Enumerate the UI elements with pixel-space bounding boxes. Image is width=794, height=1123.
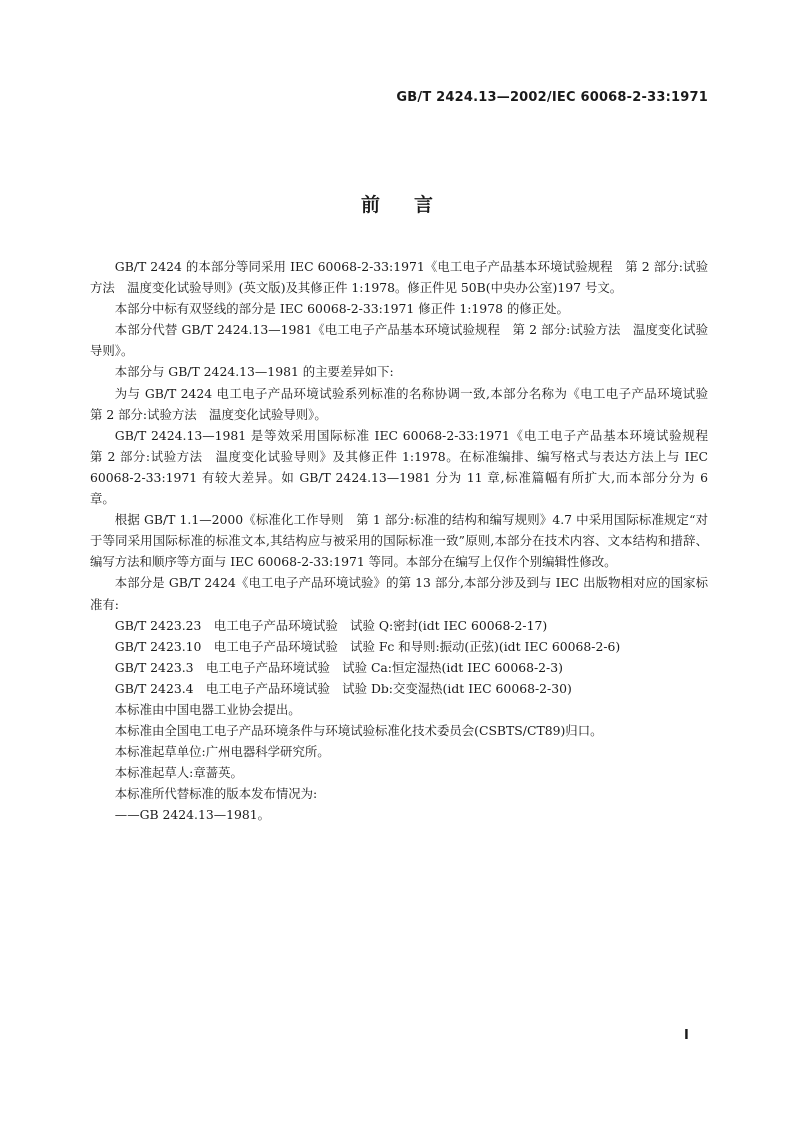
reference-item: GB/T 2423.23 电工电子产品环境试验 试验 Q:密封(idt IEC 60068-2-17)	[114, 617, 548, 633]
closing-proposed-by: 本标准由中国电器工业协会提出。	[114, 701, 301, 717]
reference-item: GB/T 2423.10 电工电子产品环境试验 试验 Fc 和导则:振动(正弦)(idt IEC 60068-2-6)	[114, 638, 621, 654]
closing-drafting-unit: 本标准起草单位:广州电器科学研究所。	[114, 744, 330, 760]
page-number: I	[684, 1028, 689, 1043]
closing-history-item: ——GB 2424.13—1981。	[114, 807, 271, 823]
closing-history-intro: 本标准所代替标准的版本发布情况为:	[114, 786, 318, 802]
paragraph-name-change: 为与 GB/T 2424 电工电子产品环境试验系列标准的名称协调一致,本部分名称为《电工电子产品环境试验 第 2 部分:试验方法 温度变化试验导则》。	[90, 385, 721, 422]
standard-number-header: GB/T 2424.13—2002/IEC 60068-2-33:1971	[396, 90, 708, 105]
reference-item: GB/T 2423.3 电工电子产品环境试验 试验 Ca:恒定湿热(idt IEC 60068-2-3)	[114, 659, 563, 675]
paragraph-structure: GB/T 2424.13—1981 是等效采用国际标准 IEC 60068-2-33:1971《电工电子产品基本环境试验规程 第 2 部分:试验方法 温度变化试验导则》及其修正件 1:1978。在标准编排、编写格式与表达方法上与 IEC 60068-2-33:1971 有较大差异。如 GB/T 2424.13—1981 分为 11 章,标准篇幅有所扩大,而本部分分为 6 章。	[90, 427, 721, 507]
paragraph-double-line: 本部分中标有双竖线的部分是 IEC 60068-2-33:1971 修正件 1:1978 的修正处。	[114, 301, 569, 317]
closing-drafter: 本标准起草人:章蔷英。	[114, 765, 243, 781]
reference-item: GB/T 2423.4 电工电子产品环境试验 试验 Db:交变湿热(idt IEC 60068-2-30)	[114, 680, 572, 696]
foreword-body	[90, 256, 721, 826]
page-title: 前言	[360, 194, 467, 216]
paragraph-adoption: GB/T 2424 的本部分等同采用 IEC 60068-2-33:1971《电工电子产品基本环境试验规程 第 2 部分:试验方法 温度变化试验导则》(英文版)及其修正件 1:1978。修正件见 50B(中央办公室)197 号文。	[90, 259, 708, 296]
paragraph-replaces: 本部分代替 GB/T 2424.13—1981《电工电子产品基本环境试验规程 第 2 部分:试验方法 温度变化试验导则》。	[90, 322, 708, 359]
closing-committee: 本标准由全国电工电子产品环境条件与环境试验标准化技术委员会(CSBTS/CT89)归口。	[114, 723, 603, 739]
paragraph-differences-intro: 本部分与 GB/T 2424.13—1981 的主要差异如下:	[114, 364, 394, 380]
paragraph-part-13: 本部分是 GB/T 2424《电工电子产品环境试验》的第 13 部分,本部分涉及到与 IEC 出版物相对应的国家标准有:	[90, 575, 708, 612]
paragraph-gbt-1-1: 根据 GB/T 1.1—2000《标准化工作导则 第 1 部分:标准的结构和编写规则》4.7 中采用国际标准规定“对于等同采用国际标准的标准文本,其结构应与被采用的国际标准一致”原则,本部分在技术内容、文本结构和措辞、编写方法和顺序等方面与 IEC 60068-2-33:1971 等同。本部分在编写上仅作个别编辑性修改。	[90, 512, 708, 570]
